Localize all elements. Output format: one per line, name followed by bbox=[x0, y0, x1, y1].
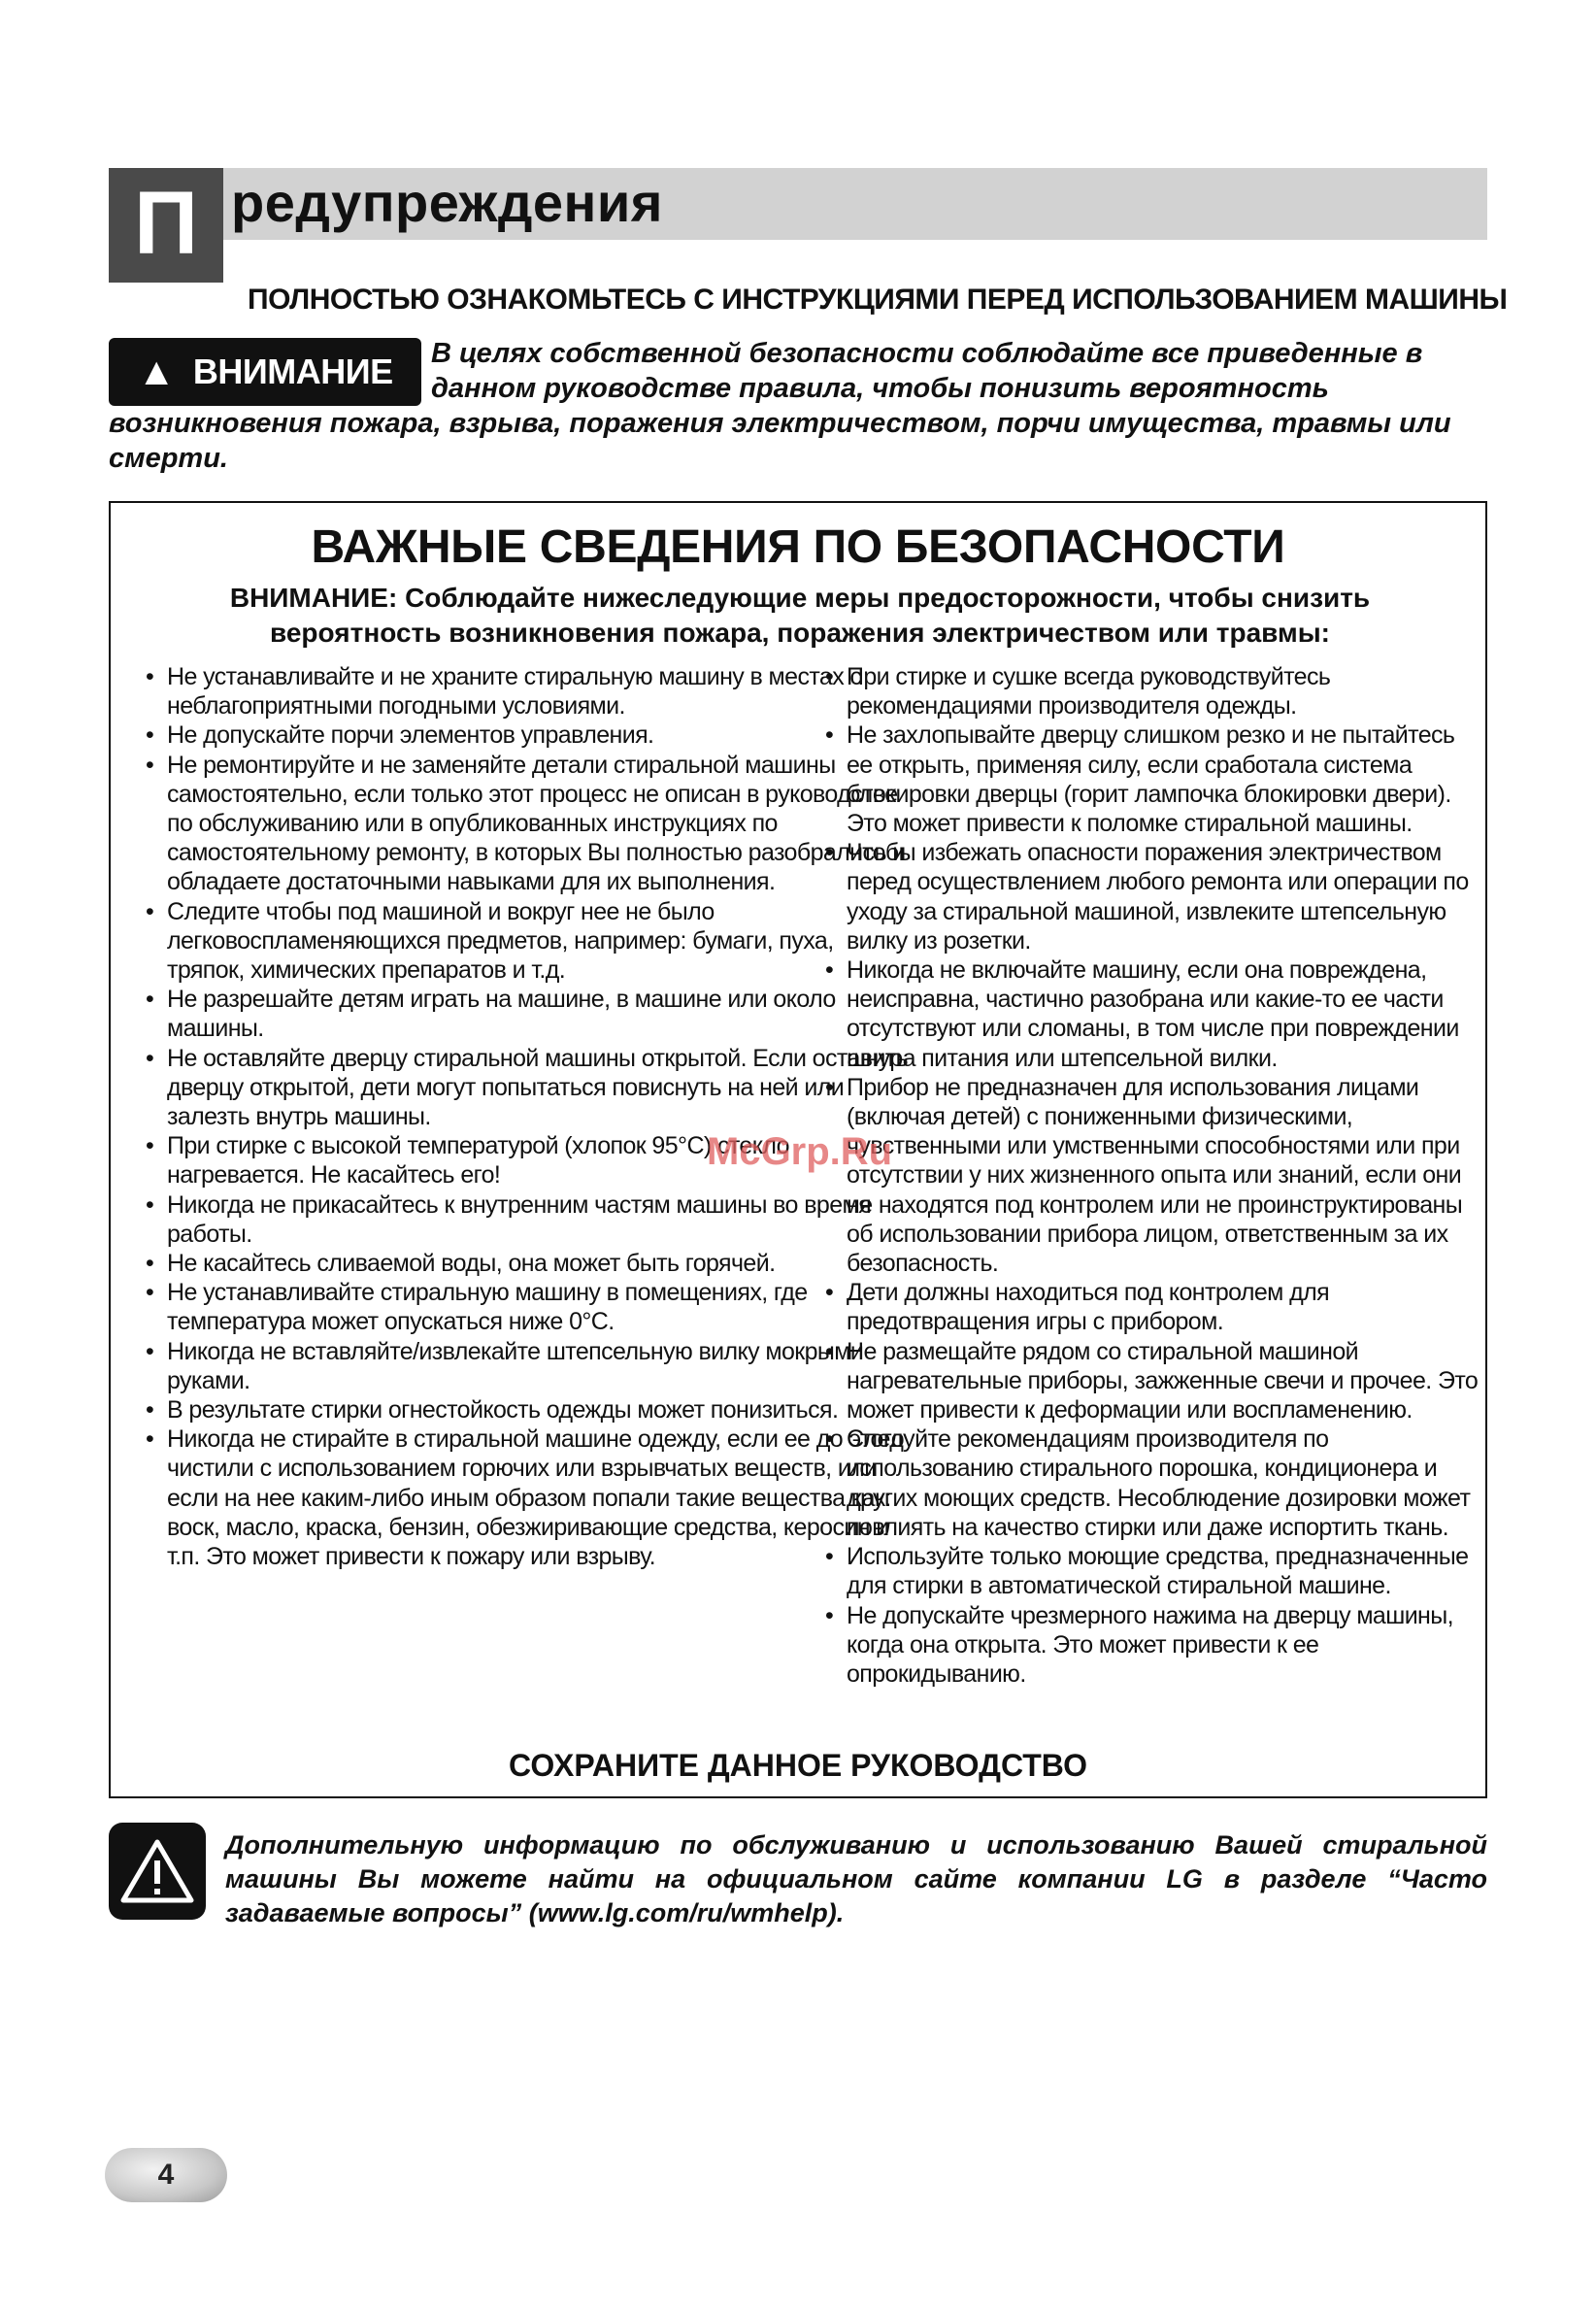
list-item: • Никогда не стирайте в стиральной машине одежду, если ее до этого чистили с использованием горючих или взрывчатых веществ, или если на нее каким-либо иным образом попали такие вещества как: воск, масло, краска, бензин, обезжиривающие средства, керосин и т.п. Это может привести к пожару или взрыву. bbox=[146, 1424, 913, 1571]
list-item: • Следуйте рекомендациям производителя по использованию стирального порошка, кондиционера и других моющих средств. Несоблюдение дозировки может повлиять на качество стирки или даже испортить ткань. bbox=[825, 1424, 1485, 1542]
list-item: • Не касайтесь сливаемой воды, она может быть горячей. bbox=[146, 1249, 913, 1278]
list-item: • Никогда не прикасайтесь к внутренним частям машины во время работы. bbox=[146, 1190, 913, 1249]
list-item: • Прибор не предназначен для использования лицами (включая детей) с пониженными физическими, чувственными или умственными способностями или при отсутствии у них жизненного опыта или знаний, если они не находятся под контролем или не проинструктированы об использовании прибора лицом, ответственным за их безопасность. bbox=[825, 1073, 1485, 1278]
warning-triangle-icon bbox=[109, 1823, 206, 1920]
read-instructions-note: ПОЛНОСТЬЮ ОЗНАКОМЬТЕСЬ С ИНСТРУКЦИЯМИ ПЕРЕД ИСПОЛЬЗОВАНИЕМ МАШИНЫ bbox=[248, 284, 1508, 316]
safety-caution: ВНИМАНИЕ: Соблюдайте нижеследующие меры предосторожности, чтобы снизить вероятность возникновения пожара, поражения электричеством или травмы: bbox=[229, 583, 1371, 648]
list-item: • Следите чтобы под машиной и вокруг нее не было легковоспламеняющихся предметов, например: бумаги, пуха, тряпок, химических препаратов и т.д. bbox=[146, 897, 913, 986]
list-item: • Не оставляйте дверцу стиральной машины открытой. Если оставить дверцу открытой, дети могут попытаться повиснуть на ней или залезть внутрь машины. bbox=[146, 1044, 913, 1132]
list-item: • При стирке с высокой температурой (хлопок 95°C) стекло нагревается. Не касайтесь его! bbox=[146, 1131, 913, 1190]
list-item: • Не размещайте рядом со стиральной машиной нагревательные приборы, зажженные свечи и прочее. Это может привести к деформации или воспламенению. bbox=[825, 1337, 1485, 1425]
warning-badge bbox=[109, 338, 421, 406]
list-item: • Используйте только моющие средства, предназначенные для стирки в автоматической стиральной машине. bbox=[825, 1542, 1485, 1600]
header-initial-letter: П bbox=[109, 168, 223, 283]
list-item: • Не захлопывайте дверцу слишком резко и не пытайтесь ее открыть, применяя силу, если сработала система блокировки дверцы (горит лампочка блокировки двери). Это может привести к поломке стиральной машины. bbox=[825, 720, 1485, 838]
additional-info-text: Дополнительную информацию по обслуживанию и использованию Вашей стиральной машины Вы можете найти на официальном сайте компании LG в разделе “Часто задаваемые вопросы” (www.lg.com/ru/wmhelp). bbox=[225, 1830, 1487, 1927]
list-item: • Не разрешайте детям играть на машине, в машине или около машины. bbox=[146, 985, 913, 1043]
list-item: • Не устанавливайте стиральную машину в помещениях, где температура может опускаться ниже 0°C. bbox=[146, 1278, 913, 1336]
list-item: • Не допускайте чрезмерного нажима на дверцу машины, когда она открыта. Это может привести к ее опрокидыванию. bbox=[825, 1601, 1485, 1690]
page-title: редупреждения bbox=[231, 172, 663, 233]
warning-triangle-icon: ▲ bbox=[137, 351, 176, 393]
intro-paragraph: В целях собственной безопасности соблюдайте все приведенные в данном руководстве правила, чтобы понизить вероятность возникновения пожара, взрыва, поражения электричеством, порчи имущества, травмы или смерти. bbox=[109, 338, 1451, 474]
list-item: • В результате стирки огнестойкость одежды может понизиться. bbox=[146, 1395, 913, 1424]
safety-title: ВАЖНЫЕ СВЕДЕНИЯ ПО БЕЗОПАСНОСТИ bbox=[311, 521, 1285, 573]
warning-badge-label: ВНИМАНИЕ bbox=[192, 352, 393, 391]
safety-list-right bbox=[825, 662, 1485, 1689]
list-item: • Дети должны находиться под контролем для предотвращения игры с прибором. bbox=[825, 1278, 1485, 1336]
save-manual-note: СОХРАНИТЕ ДАННОЕ РУКОВОДСТВО bbox=[509, 1748, 1087, 1783]
watermark: McGrp.Ru bbox=[707, 1130, 893, 1173]
list-item: • Чтобы избежать опасности поражения электричеством перед осуществлением любого ремонта или операции по уходу за стиральной машиной, извлеките штепсельную вилку из розетки. bbox=[825, 838, 1485, 955]
list-item: • Не устанавливайте и не храните стиральную машину в местах с неблагоприятными погодными условиями. bbox=[146, 662, 913, 720]
page-number: 4 bbox=[105, 2148, 227, 2202]
list-item: • При стирке и сушке всегда руководствуйтесь рекомендациями производителя одежды. bbox=[825, 662, 1485, 720]
list-item: • Никогда не включайте машину, если она повреждена, неисправна, частично разобрана или какие-то ее части отсутствуют или сломаны, в том числе при повреждении шнура питания или штепсельной вилки. bbox=[825, 955, 1485, 1073]
safety-list-left bbox=[146, 662, 913, 1571]
list-item: • Не допускайте порчи элементов управления. bbox=[146, 720, 913, 750]
list-item: • Никогда не вставляйте/извлекайте штепсельную вилку мокрыми руками. bbox=[146, 1337, 913, 1395]
list-item: • Не ремонтируйте и не заменяйте детали стиральной машины самостоятельно, если только этот процесс не описан в руководстве по обслуживанию или в опубликованных инструкциях по самостоятельному ремонту, в которых Вы полностью разобрались и обладаете достаточными навыками для их выполнения. bbox=[146, 751, 913, 897]
